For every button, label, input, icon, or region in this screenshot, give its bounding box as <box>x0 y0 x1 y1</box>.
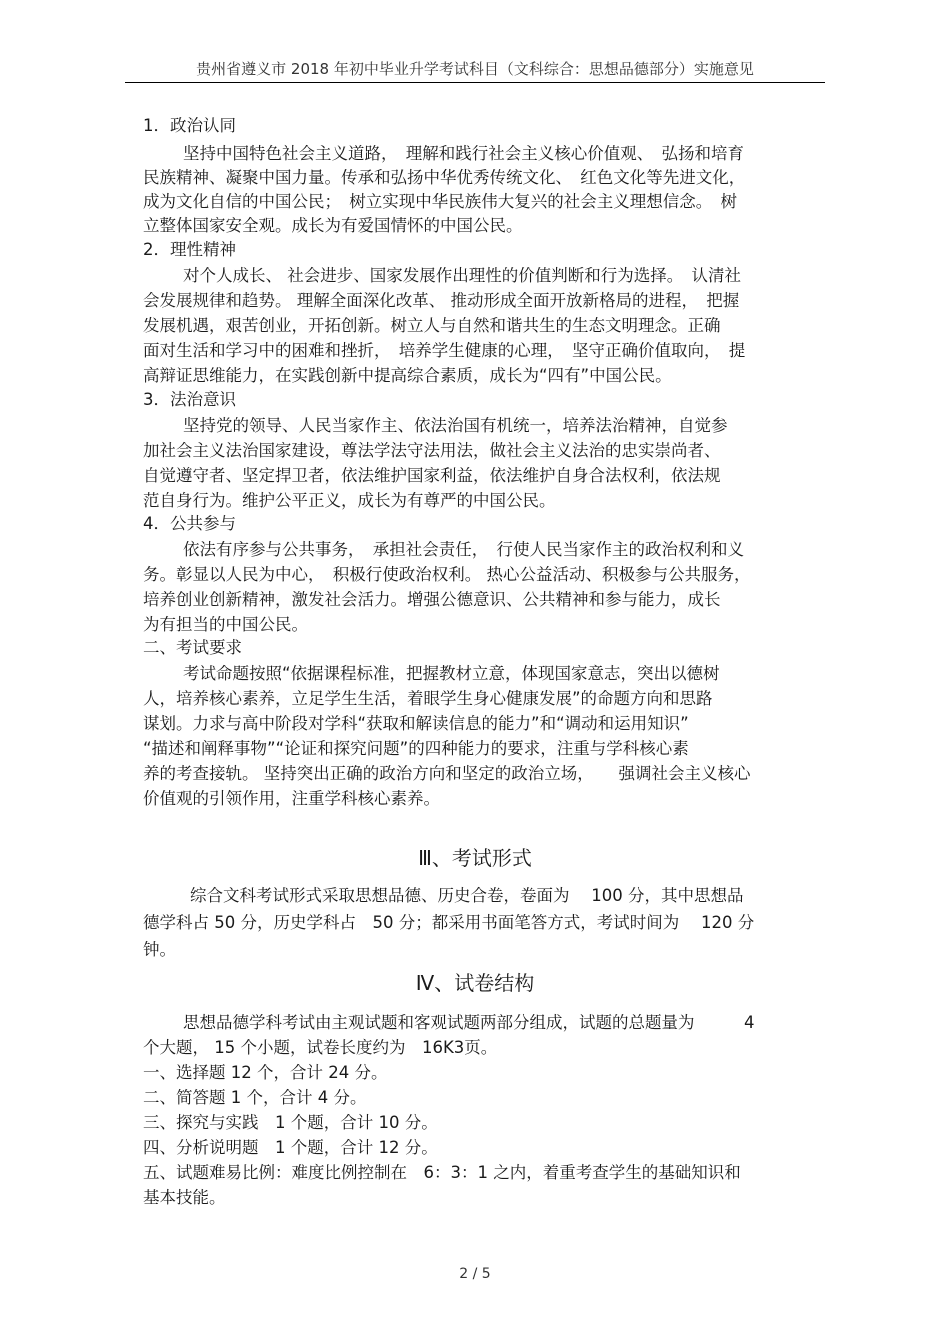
section-title: 二、考试要求 <box>143 638 242 657</box>
body-line: 价值观的引领作用，注重学科核心素养。 <box>143 789 440 808</box>
body-line: 思想品德学科考试由主观试题和客观试题两部分组成，试题的总题量为 4 <box>183 1013 755 1032</box>
section-title: 3．法治意识 <box>143 390 236 409</box>
body-line: 依法有序参与公共事务， 承担社会责任， 行使人民当家作主的政治权利和义 <box>183 540 744 559</box>
body-line: 加社会主义法治国家建设，尊法学法守法用法，做社会主义法治的忠实崇尚者、 <box>143 441 721 460</box>
list-item: 五、试题难易比例：难度比例控制在 6：3：1 之内，着重考查学生的基础知识和 <box>143 1163 741 1182</box>
body-line: 德学科占 50 分，历史学科占 50 分；都采用书面笔答方式，考试时间为 120 分 <box>143 913 755 932</box>
section-title: 2．理性精神 <box>143 240 236 259</box>
list-item: 基本技能。 <box>143 1188 226 1207</box>
body-line: 面对生活和学习中的困难和挫折， 培养学生健康的心理， 坚守正确价值取向， 提 <box>143 341 746 360</box>
body-line: “描述和阐释事物”“论证和探究问题”的四种能力的要求，注重与学科核心素 <box>143 739 689 758</box>
body-line: 会发展规律和趋势。 理解全面深化改革、 推动形成全面开放新格局的进程， 把握 <box>143 291 740 310</box>
body-line: 人，培养核心素养，立足学生生活，着眼学生身心健康发展”的命题方向和思路 <box>143 689 713 708</box>
body-line: 培养创业创新精神，激发社会活力。增强公德意识、公共精神和参与能力，成长 <box>143 590 721 609</box>
body-line: 成为文化自信的中国公民； 树立实现中华民族伟大复兴的社会主义理想信念。 树 <box>143 192 737 211</box>
list-item: 二、简答题 1 个，合计 4 分。 <box>143 1088 367 1107</box>
body-line: 务。彰显以人民为中心， 积极行使政治权利。 热心公益活动、积极参与公共服务， <box>143 565 751 584</box>
body-line: 钟。 <box>143 940 176 959</box>
body-line: 为有担当的中国公民。 <box>143 615 308 634</box>
body-line: 民族精神、凝聚中国力量。传承和弘扬中华优秀传统文化、 红色文化等先进文化， <box>143 168 746 187</box>
body-line: 考试命题按照“依据课程标准，把握教材立意，体现国家意志，突出以德树 <box>183 664 720 683</box>
list-item: 一、选择题 12 个，合计 24 分。 <box>143 1063 388 1082</box>
body-line: 坚持党的领导、人民当家作主、依法治国有机统一，培养法治精神，自觉参 <box>183 416 728 435</box>
section-title: 4．公共参与 <box>143 514 236 533</box>
body-line: 自觉遵守者、坚定捍卫者，依法维护国家利益，依法维护自身合法权利，依法规 <box>143 466 721 485</box>
page-header: 贵州省遵义市 2018 年初中毕业升学考试科目（文科综合：思想品德部分）实施意见 <box>125 56 825 83</box>
list-item: 三、探究与实践 1 个题，合计 10 分。 <box>143 1113 438 1132</box>
paper-structure-heading: Ⅳ、试卷结构 <box>415 971 535 995</box>
exam-form-heading: Ⅲ、考试形式 <box>418 846 532 870</box>
body-line: 对个人成长、 社会进步、国家发展作出理性的价值判断和行为选择。 认清社 <box>183 266 741 285</box>
body-line: 发展机遇，艰苦创业，开拓创新。树立人与自然和谐共生的生态文明理念。正确 <box>143 316 721 335</box>
page-number: 2 / 5 <box>459 1266 491 1282</box>
body-line: 立整体国家安全观。成长为有爱国情怀的中国公民。 <box>143 216 523 235</box>
body-line: 个大题， 15 个小题，试卷长度约为 16K3页。 <box>143 1038 498 1057</box>
body-line: 坚持中国特色社会主义道路， 理解和践行社会主义核心价值观、 弘扬和培育 <box>183 144 744 163</box>
body-line: 谋划。力求与高中阶段对学科“获取和解读信息的能力”和“调动和运用知识” <box>143 714 689 733</box>
body-line: 综合文科考试形式采取思想品德、历史合卷，卷面为 100 分，其中思想品 <box>190 886 744 905</box>
section-title: 1．政治认同 <box>143 116 236 135</box>
list-item: 四、分析说明题 1 个题，合计 12 分。 <box>143 1138 438 1157</box>
body-line: 养的考查接轨。 坚持突出正确的政治方向和坚定的政治立场， 强调社会主义核心 <box>143 764 751 783</box>
body-line: 范自身行为。维护公平正义，成长为有尊严的中国公民。 <box>143 491 556 510</box>
body-line: 高辩证思维能力，在实践创新中提高综合素质，成长为“四有”中国公民。 <box>143 366 672 385</box>
